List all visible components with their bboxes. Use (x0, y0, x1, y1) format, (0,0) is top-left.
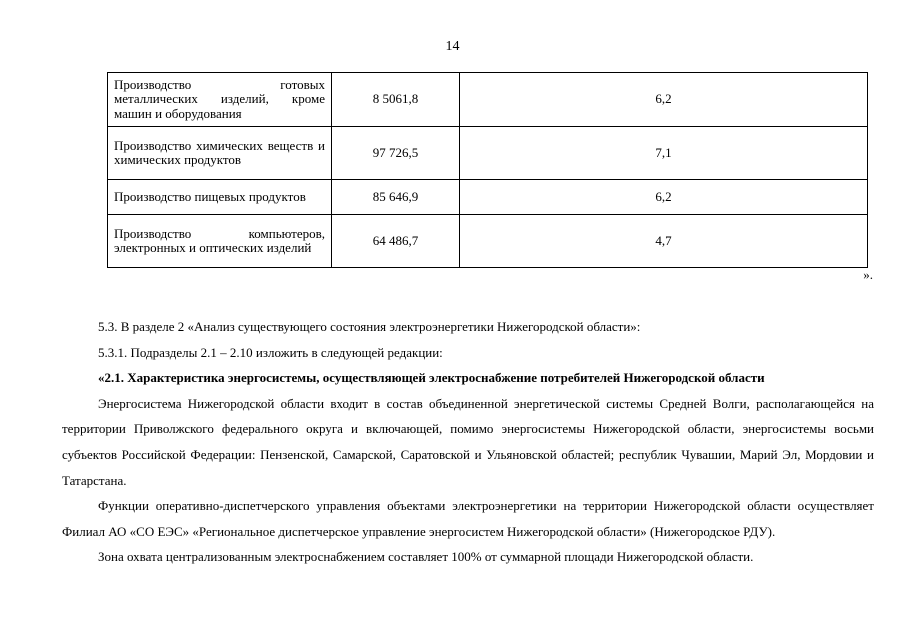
section-heading-2-1: «2.1. Характеристика энергосистемы, осуществляющей электроснабжение потребителей Нижегородской области (98, 370, 765, 386)
industry-name-cell: Производство химических веществ и химических продуктов (108, 127, 332, 180)
body-text (62, 314, 874, 570)
industry-name-cell: Производство компьютеров, электронных и оптических изделий (108, 215, 332, 268)
share-cell: 6,2 (460, 73, 868, 127)
paragraph-coverage-zone: Зона охвата централизованным электроснабжением составляет 100% от суммарной площади Нижегородской области. (98, 549, 754, 565)
value-cell: 8 5061,8 (332, 73, 460, 127)
industry-name-cell: Производство пищевых продуктов (108, 180, 332, 215)
table-row (108, 73, 868, 127)
share-cell: 4,7 (460, 215, 868, 268)
paragraph-subsection-5-3-1: 5.3.1. Подразделы 2.1 – 2.10 изложить в следующей редакции: (98, 344, 443, 360)
paragraph-section-5-3: 5.3. В разделе 2 «Анализ существующего состояния электроэнергетики Нижегородской области»: (98, 319, 641, 334)
industry-name-cell: Производство готовых металлических изделий, кроме машин и оборудования (108, 73, 332, 127)
value-cell: 97 726,5 (332, 127, 460, 180)
value-cell: 64 486,7 (332, 215, 460, 268)
paragraph-energy-system: Энергосистема Нижегородской области входит в состав объединенной энергетической системы Средней Волги, располагающейся на территории Приволжского федерального округа и включающей, помимо энергосистемы Нижегородской области, энергосистемы восьми субъектов Российской Федерации: Пензенской, Самарской, Саратовской и Ульяновской областей; республик Чувашии, Марий Эл, Мордовии и Татарстана. (62, 395, 874, 488)
table-row (108, 180, 868, 215)
paragraph-dispatch-control: Функции оперативно-диспетчерского управления объектами электроэнергетики на территории Нижегородской области осуществляет Филиал АО «СО ЕЭС» «Региональное диспетчерское управление энергосистем Нижегородской области» (Нижегородское РДУ). (62, 498, 874, 539)
industry-table (107, 72, 868, 268)
table-row (108, 127, 868, 180)
share-cell: 7,1 (460, 127, 868, 180)
share-cell: 6,2 (460, 180, 868, 215)
table-row (108, 215, 868, 268)
value-cell: 85 646,9 (332, 180, 460, 215)
page-number: 14 (445, 39, 460, 54)
closing-quote: ». (863, 267, 873, 282)
